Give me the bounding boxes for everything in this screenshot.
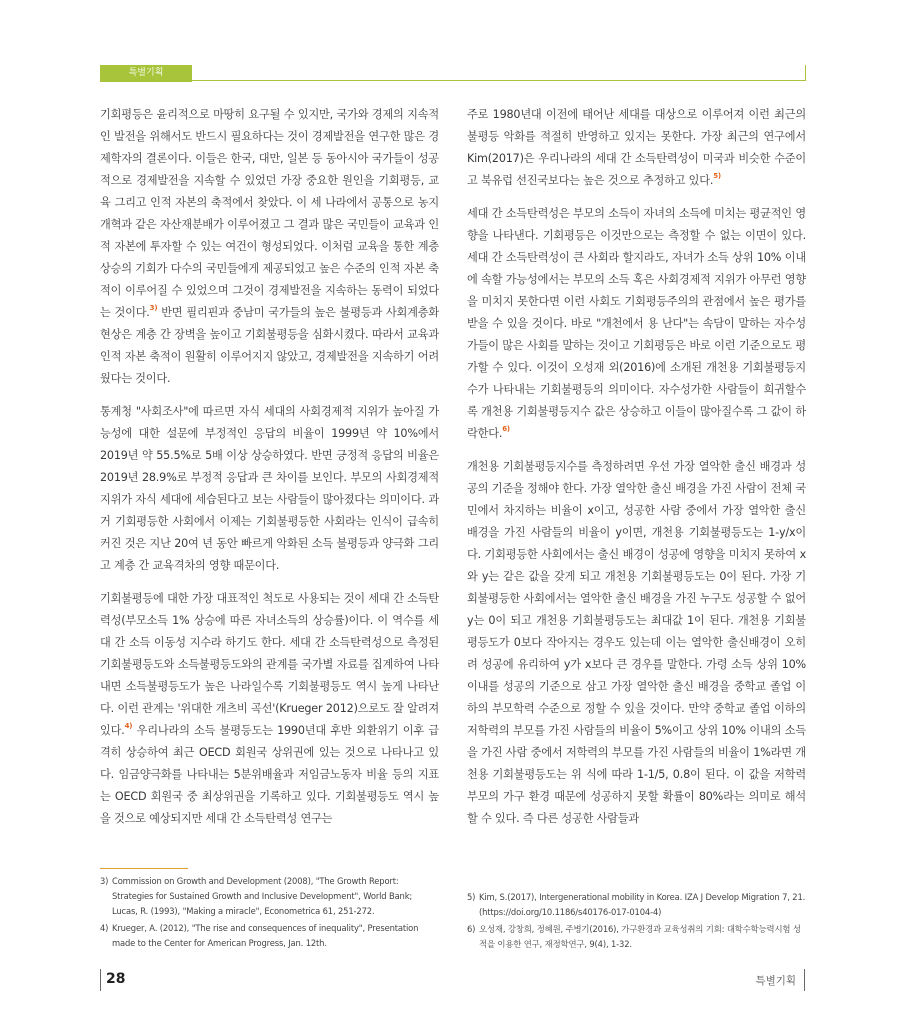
footnote-number: 3) [100,876,109,886]
paragraph-text: 세대 간 소득탄력성은 부모의 소득이 자녀의 소득에 미치는 평균적인 영향을 나타낸다. 기회평등은 이것만으로는 측정할 수 없는 이면이 있다. 세대 간 소득탄력성이 큰 사회라 할지라도, 자녀가 소득 상위 10% 이내에 속할 가능성에서는 부모의 소득 혹은 사회경제적 지위가 아무런 영향을 미치지 못한다면 이런 사회도 기회평등주의의 관점에서 높은 평가를 받을 수 있을 것이다. 바로 "개천에서 용 난다"는 속담이 말하는 자수성가들이 많은 사회를 말하는 것이고 기회평등은 바로 이런 기준으로도 평가할 수 있다. 이것이 오성재 외(2016)에 소개된 개천용 기회불평등지수가 나타내는 기회불평등의 의미이다. 자수성가한 사람들이 희귀할수록 개천용 기회불평등지수 값은 상승하고 이들이 많아질수록 그 값이 하락한다. [467,207,806,440]
paragraph [100,588,439,830]
footnote-number: 4) [100,923,109,933]
footnote [100,921,440,951]
footer-rule-right [804,969,805,991]
paragraph-text: 통계청 "사회조사"에 따르면 자식 세대의 사회경제적 지위가 높아질 가능성에 대한 설문에 부정적인 응답의 비율이 1999년 약 10%에서 2019년 약 55.5%로 5배 이상 상승하였다. 반면 긍정적 응답의 비율은 2019년 28.9%로 부정적 응답과 큰 차이를 보인다. 부모의 사회경제적 지위가 자식 세대에 세습된다고 보는 사람들이 많아졌다는 의미이다. 과거 기회평등한 사회에서 이제는 기회불평등한 사회라는 인식이 급속히 커진 것은 지난 20여 년 동안 빠르게 악화된 소득 불평등과 양극화 그리고 계층 간 교육격차의 영향 때문이다. [100,405,439,572]
footnote-text: Commission on Growth and Development (2008), "The Growth Report: Strategies for Sustained Growth and Inclusive Development", World Bank; Lucas, R. (1993), "Making a miracle", Econometrica 61, 251-272. [112,876,413,916]
footnote-rule [100,868,188,869]
footer-section-label: 특별기획 [755,975,796,987]
paragraph-text: 기회평등은 윤리적으로 마땅히 요구될 수 있지만, 국가와 경제의 지속적인 발전을 위해서도 반드시 필요하다는 것이 경제발전을 연구한 많은 경제학자의 결론이다. 이들은 한국, 대만, 일본 등 동아시아 국가들이 성공적으로 경제발전을 지속할 수 있었던 가장 중요한 원인을 기회평등, 교육 그리고 인적 자본의 축적에서 찾았다. 이 세 나라에서 공통으로 농지개혁과 같은 자산재분배가 이루어졌고 그 결과 많은 국민들이 교육과 인적 자본에 투자할 수 있는 여건이 형성되었다. 이처럼 교육을 통한 계층상승의 기회가 다수의 국민들에게 제공되었고 높은 수준의 인적 자본 축적이 이루어질 수 있었으며 그것이 경제발전을 지속하는 동력이 되었다는 것이다. [100,108,439,319]
footnotes-left [100,874,440,953]
paragraph [467,456,806,830]
header-rule [192,80,806,81]
footnote-ref[interactable]: 4) [124,722,133,730]
section-tab: 특별기획 [100,65,192,82]
footnote-number: 6) [467,924,476,934]
paragraph-text: 개천용 기회불평등지수를 측정하려면 우선 가장 열악한 출신 배경과 성공의 기준을 정해야 한다. 가장 열악한 출신 배경을 가진 사람이 전체 국민에서 차지하는 비율이 x이고, 성공한 사람 중에서 가장 열악한 출신 배경을 가진 사람들의 비율이 y이면, 개천용 기회불평등도는 1-y/x이다. 기회평등한 사회에서는 출신 배경이 성공에 영향을 미치지 못하여 x와 y는 같은 값을 갖게 되고 개천용 기회불평등도는 0이 된다. 가장 기회불평등한 사회에서는 열악한 출신 배경을 가진 누구도 성공할 수 없어 y는 0이 되고 개천용 기회불평등도는 최대값 1이 된다. 개천용 기회불평등도가 0보다 작아지는 경우도 있는데 이는 열악한 출신배경이 오히려 성공에 유리하여 y가 x보다 큰 경우를 말한다. 가령 소득 상위 10% 이내를 성공의 기준으로 삼고 가장 열악한 출신 배경을 중학교 졸업 이하의 부모학력 수준으로 정할 수 있을 것이다. 만약 중학교 졸업 이하의 저학력의 부모를 가진 사람들의 비율이 5%이고 상위 10% 이내의 소득을 가진 사람 중에서 저학력의 부모를 가진 사람들의 비율이 1%라면 개천용 기회불평등도는 위 식에 따라 1-1/5, 0.8이 된다. 이 값을 저학력 부모의 가구 환경 때문에 성공하지 못할 확률이 80%라는 의미로 해석할 수 있다. 즉 다른 성공한 사람들과 [467,460,806,825]
right-column [467,104,806,841]
page-number: 28 [106,971,126,987]
footnote-number: 5) [467,892,476,902]
footnote-text: Kim, S.(2017), Intergenerational mobility in Korea. IZA J Develop Migration 7, 21. (https://doi.org/10.1186/s40176-017-0104-4) [479,892,806,917]
header-rule-end [805,65,806,81]
footnotes-right [467,890,807,954]
paragraph-text: 우리나라의 소득 불평등도는 1990년대 후반 외환위기 이후 급격히 상승하여 최근 OECD 회원국 상위권에 있는 것으로 나타나고 있다. 임금양극화를 나타내는 5분위배율과 저임금노동자 비율 등의 지표는 OECD 회원국 중 최상위권을 기록하고 있다. 기회불평등도 역시 높을 것으로 예상되지만 세대 간 소득탄력성 연구는 [100,724,439,825]
footnote-ref[interactable]: 3) [149,304,158,312]
paragraph [467,104,806,192]
footnote [467,890,807,920]
footer-rule-left [100,969,101,991]
footnote [100,874,440,919]
left-column [100,104,439,841]
paragraph-text: 기회불평등에 대한 가장 대표적인 척도로 사용되는 것이 세대 간 소득탄력성(부모소득 1% 상승에 따른 자녀소득의 상승률)이다. 이 역수를 세대 간 소득 이동성 지수라 하기도 한다. 세대 간 소득탄력성으로 측정된 기회불평등도와 소득불평등도와의 관계를 국가별 자료를 집계하여 나타내면 소득불평등도가 높은 나라일수록 기회불평등도 역시 높게 나타난다. 이런 관계는 '위대한 개츠비 곡선'(Krueger 2012)으로도 잘 알려져 있다. [100,592,439,737]
paragraph [100,401,439,577]
paragraph-text: 주로 1980년대 이전에 태어난 세대를 대상으로 이루어져 이런 최근의 불평등 악화를 적절히 반영하고 있지는 못한다. 가장 최근의 연구에서 Kim(2017)은 우리나라의 세대 간 소득탄력성이 미국과 비슷한 수준이고 북유럽 선진국보다는 높은 것으로 추정하고 있다. [467,108,806,187]
paragraph [467,203,806,445]
footnote-text: Krueger, A. (2012), "The rise and consequences of inequality", Presentation made to the Center for American Progress, Jan. 12th. [112,923,419,948]
footnote-ref[interactable]: 5) [713,172,721,180]
paragraph [100,104,439,390]
footnote-ref[interactable]: 6) [502,425,510,433]
paragraph-text: 반면 필리핀과 중남미 국가들의 높은 불평등과 사회계층화 현상은 계층 간 장벽을 높이고 기회불평등을 심화시켰다. 따라서 교육과 인적 자본 축적이 원활히 이루어지지 않았고, 경제발전을 지속하기 어려웠다는 것이다. [100,306,439,385]
footnote-text: 오성재, 강창희, 정혜원, 주병기(2016), 가구환경과 교육성취의 기회: 대학수학능력시험 성적을 이용한 연구, 재정학연구, 9(4), 1-32. [479,924,801,949]
footnote [467,922,807,952]
